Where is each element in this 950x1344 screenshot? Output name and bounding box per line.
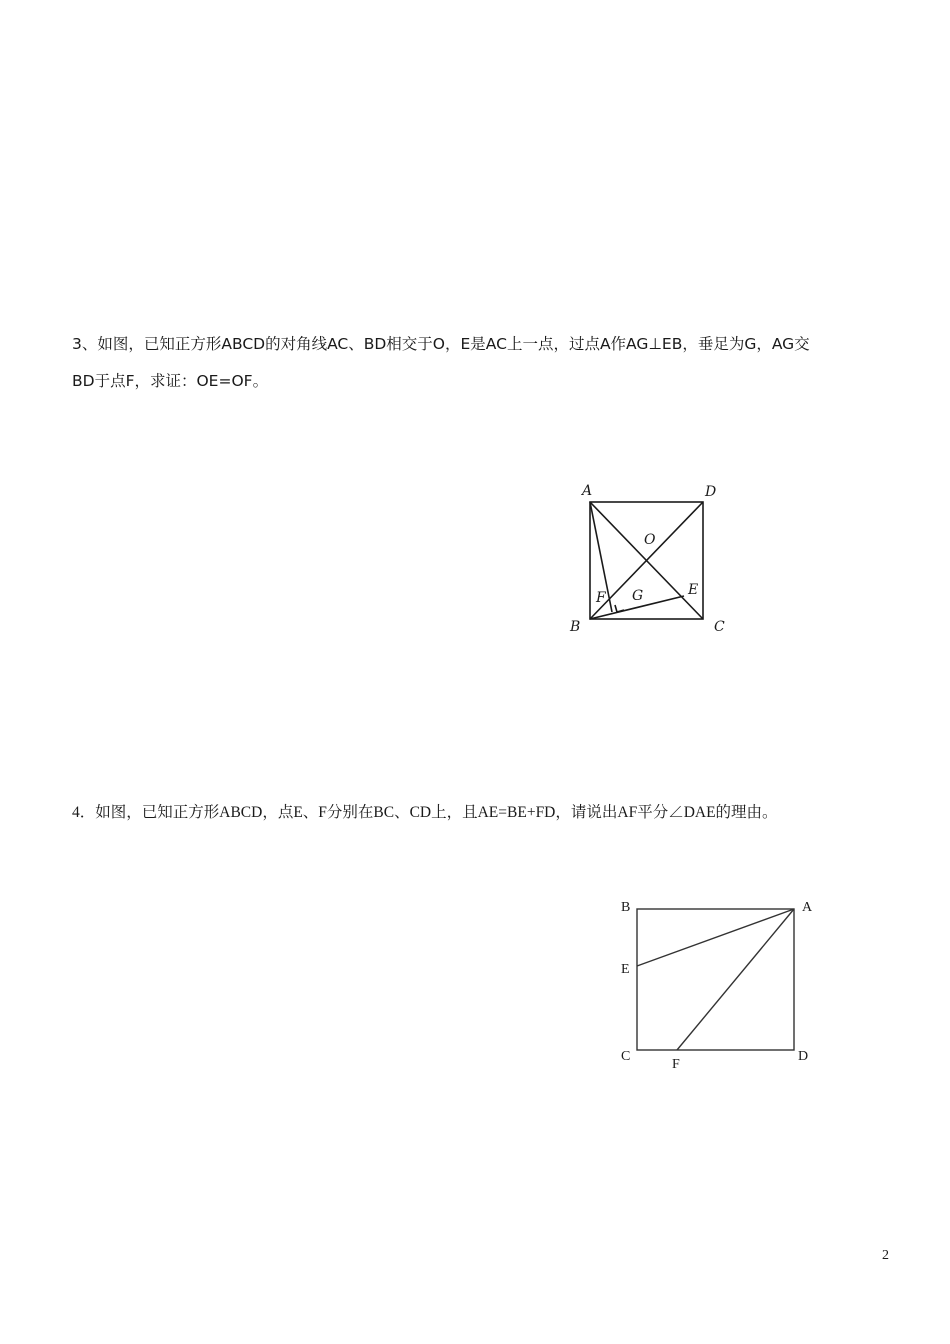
label-b: B xyxy=(621,900,631,915)
page-number: 2 xyxy=(882,1248,889,1263)
problem-4-text: 4．如图，已知正方形ABCD，点E、F分别在BC、CD上，且AE=BE+FD，请说出AF平分∠DAE的理由。 xyxy=(72,804,778,821)
label-g: G xyxy=(632,588,644,604)
problem-3-text xyxy=(72,326,894,400)
label-c: C xyxy=(621,1049,631,1064)
label-d: D xyxy=(705,484,717,500)
problem-3-line-1: 3、如图，已知正方形ABCD的对角线AC、BD相交于O，E是AC上一点，过点A作AG⊥EB，垂足为G，AG交 xyxy=(72,335,810,353)
problem-4-figure xyxy=(610,890,820,1080)
label-f: F xyxy=(596,590,606,606)
label-d: D xyxy=(798,1049,809,1064)
label-e: E xyxy=(621,962,630,977)
problem-3-figure xyxy=(560,476,730,640)
square-bacd xyxy=(637,909,794,1050)
label-a: A xyxy=(802,900,813,915)
label-f: F xyxy=(672,1057,680,1072)
label-e: E xyxy=(688,582,699,598)
label-o: O xyxy=(644,532,656,548)
label-a: A xyxy=(582,483,593,499)
right-angle-mark xyxy=(615,605,624,612)
label-c: C xyxy=(714,619,725,635)
label-b: B xyxy=(570,619,581,635)
problem-3-line-2: BD于点F，求证：OE=OF。 xyxy=(72,372,269,390)
